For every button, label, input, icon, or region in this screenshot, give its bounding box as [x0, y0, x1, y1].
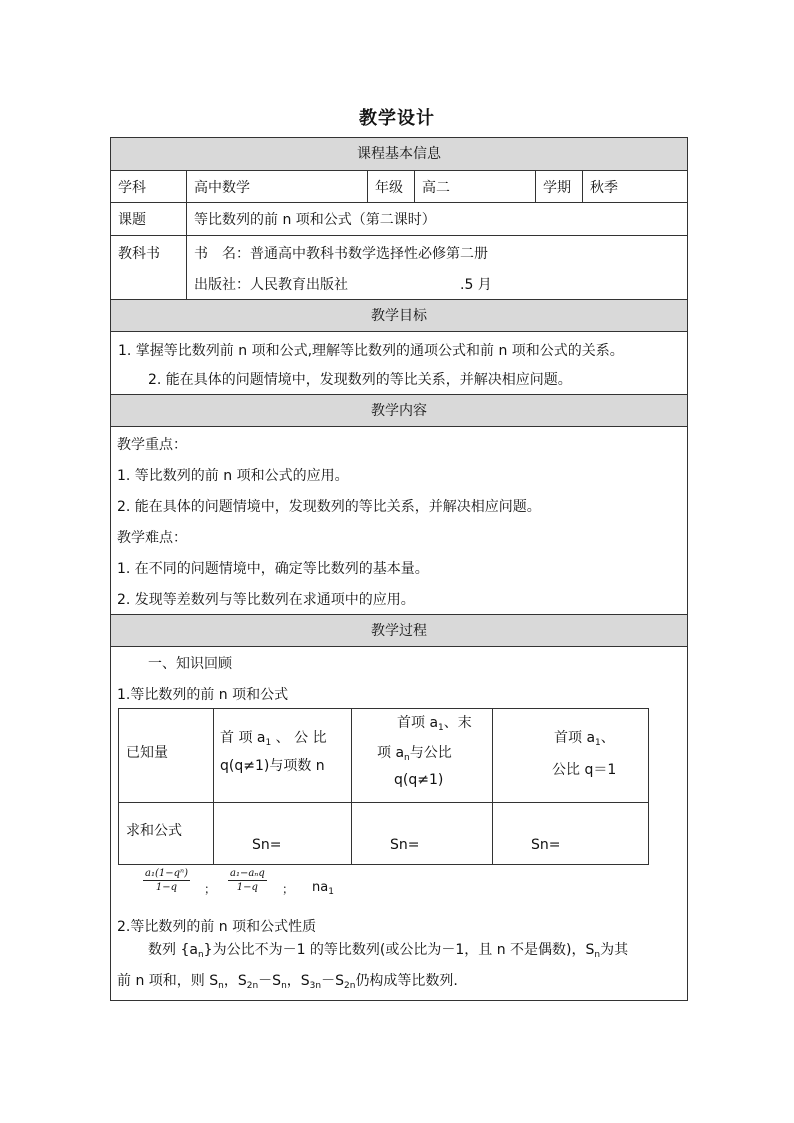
- fraction-2-denominator: 1−q: [236, 882, 258, 893]
- section-knowledge-review: 一、知识回顾: [148, 656, 232, 672]
- key-point-2: 2. 能在具体的问题情境中，发现数列的等比关系，并解决相应问题。: [117, 499, 541, 515]
- term-label: 学期: [535, 171, 582, 202]
- answer-separator-1: ；: [204, 882, 217, 896]
- answer-fraction-1: [143, 868, 190, 893]
- topic-value: 等比数列的前 n 项和公式（第二课时）: [186, 203, 687, 235]
- basic-info-header: 课程基本信息: [111, 138, 687, 171]
- property-text-a: 数列 {a: [148, 942, 198, 958]
- col2-text-b: 、末: [443, 715, 472, 731]
- difficult-point-1: 1. 在不同的问题情境中，确定等比数列的基本量。: [117, 561, 429, 577]
- textbook-row: [111, 236, 687, 300]
- grade-value: 高二: [414, 171, 535, 202]
- grade-label: 年级: [367, 171, 414, 202]
- answer-3: [312, 880, 334, 897]
- point-2-heading: 2.等比数列的前 n 项和公式性质: [117, 919, 317, 935]
- goal-item-1: 1. 掌握等比数列前 n 项和公式,理解等比数列的通项公式和前 n 项和公式的关系。: [118, 343, 624, 359]
- col2-line1: [397, 712, 472, 733]
- sum-formula-2: Sn=: [390, 837, 420, 853]
- property-line-1: [148, 939, 628, 960]
- process-header: 教学过程: [111, 615, 687, 647]
- answer-fraction-2: [228, 868, 267, 893]
- known-label: 已知量: [126, 745, 168, 761]
- sub-2n: 2n: [246, 981, 259, 991]
- col1-line1: [220, 727, 327, 748]
- key-point-1: 1. 等比数列的前 n 项和公式的应用。: [117, 468, 349, 484]
- property-sub-n: n: [197, 950, 204, 960]
- lesson-plan-table: [110, 137, 688, 1001]
- topic-label: 课题: [118, 212, 146, 228]
- key-points-label: 教学重点：: [117, 437, 187, 453]
- document-title: 教学设计: [359, 108, 435, 129]
- textbook-details: [186, 236, 687, 299]
- publish-month: .5 月: [460, 277, 492, 293]
- publisher: 出版社：人民教育出版社: [194, 277, 348, 293]
- sub-n: n: [218, 981, 224, 991]
- property-text-b: }为公比不为－1 的等比数列(或公比为－1，且 n 不是偶数)，S: [203, 942, 595, 958]
- col1-text: 首 项 a: [220, 730, 266, 746]
- col3-text: 首项 a: [554, 730, 596, 746]
- answer-3-text: na: [312, 880, 329, 895]
- term-value: 秋季: [582, 171, 687, 202]
- col2-line2: [377, 742, 452, 763]
- content-header: 教学内容: [111, 395, 687, 427]
- goal-item-2: 2. 能在具体的问题情境中，发现数列的等比关系，并解决相应问题。: [148, 372, 572, 388]
- subject-row: [111, 171, 687, 203]
- col2-sub2: n: [404, 753, 410, 763]
- sub-2n-b: 2n: [344, 981, 356, 991]
- col3-line1: [554, 727, 615, 748]
- col3-line2: 公比 q＝1: [552, 762, 617, 778]
- textbook-label: 教科书: [118, 246, 160, 262]
- goals-header: 教学目标: [111, 300, 687, 332]
- subject-value: 高中数学: [186, 171, 367, 202]
- difficult-points-label: 教学难点：: [117, 530, 187, 546]
- property-text-d: 前 n 项和，则 S: [117, 973, 219, 989]
- sum-formula-table: [118, 708, 649, 865]
- property-sub-n2: n: [594, 950, 601, 960]
- point-1-heading: 1.等比数列的前 n 项和公式: [117, 687, 289, 703]
- sub-n-b: n: [281, 981, 287, 991]
- sum-formula-1: Sn=: [252, 837, 282, 853]
- col2-sub1: 1: [438, 723, 444, 733]
- col2-line3: q(q≠1): [394, 772, 444, 788]
- answer-separator-2: ；: [282, 882, 295, 896]
- col3-text-b: 、: [600, 730, 615, 746]
- fraction-1-denominator: 1−q: [155, 882, 178, 893]
- col1-line2: q(q≠1)与项数 n: [220, 758, 325, 774]
- col1-sub: 1: [265, 738, 272, 748]
- col2-text: 首项 a: [397, 715, 439, 731]
- sum-formula-3: Sn=: [531, 837, 561, 853]
- sub-3n: 3n: [309, 981, 322, 991]
- difficult-point-2: 2. 发现等差数列与等比数列在求通项中的应用。: [117, 592, 415, 608]
- property-text-c: 为其: [600, 942, 629, 958]
- content-body: [111, 427, 687, 615]
- col2-text-c: 项 a: [377, 745, 405, 761]
- sum-label: 求和公式: [126, 823, 182, 839]
- goals-content: [111, 332, 687, 395]
- answer-3-sub: 1: [328, 887, 334, 897]
- col1-text-b: 、 公 比: [271, 730, 327, 746]
- property-text-e: 仍构成等比数列.: [355, 973, 458, 989]
- book-name: 书 名：普通高中教科书数学选择性必修第二册: [194, 246, 488, 262]
- fraction-2-numerator: a₁−aₙq: [230, 868, 265, 879]
- subject-label: 学科: [118, 179, 146, 196]
- col3-sub: 1: [595, 738, 601, 748]
- col2-text-d: 与公比: [409, 745, 452, 761]
- topic-row: [111, 203, 687, 236]
- fraction-1-numerator: a₁(1−qⁿ): [145, 868, 188, 879]
- property-line-2: 前 n 项和，则 $S_n$，$S_{2n}-S_n$，$S_{3n}-S_{2n}$仍构成等比数列.: [117, 973, 458, 991]
